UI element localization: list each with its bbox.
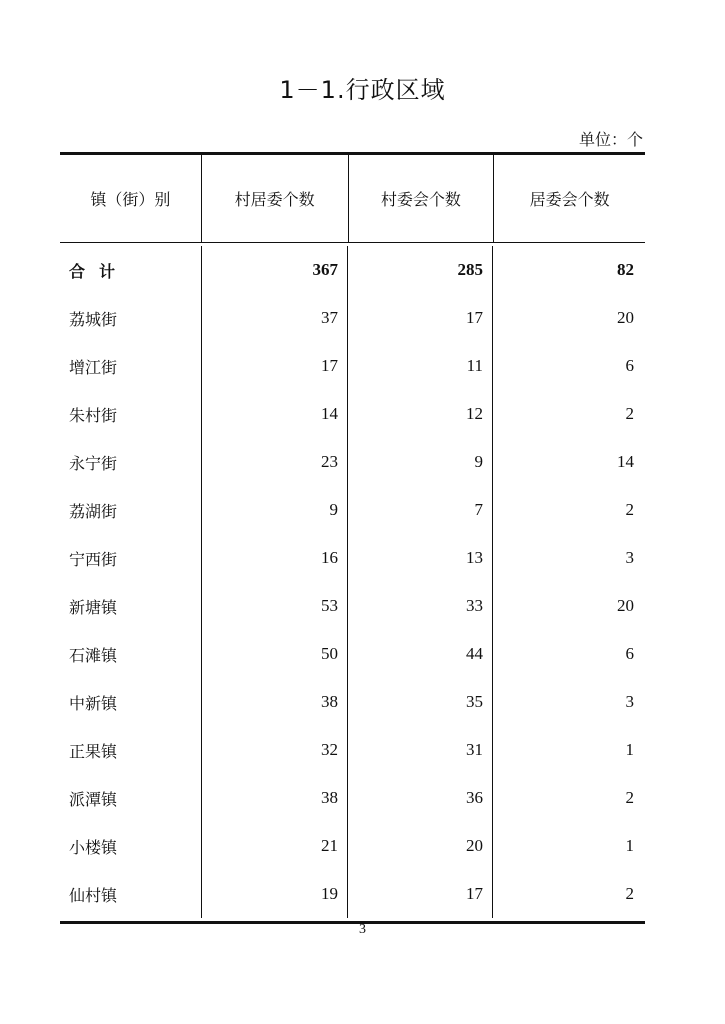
table-row-total <box>60 246 645 294</box>
row-resident-committees: 82 <box>492 246 643 294</box>
row-resident-committees: 6 <box>492 342 643 390</box>
table-row <box>60 582 645 630</box>
row-total-committees: 53 <box>201 582 347 630</box>
row-village-committees: 285 <box>347 246 492 294</box>
table-row <box>60 390 645 438</box>
row-village-committees: 31 <box>347 726 492 774</box>
row-total-committees: 17 <box>201 342 347 390</box>
table-row <box>60 438 645 486</box>
row-total-committees: 367 <box>201 246 347 294</box>
row-total-committees: 38 <box>201 678 347 726</box>
table-row <box>60 774 645 822</box>
row-village-committees: 9 <box>347 438 492 486</box>
page-title: 1－1.行政区域 <box>279 76 446 104</box>
row-resident-committees: 6 <box>492 630 643 678</box>
row-resident-committees: 2 <box>492 390 643 438</box>
table-header <box>60 155 645 243</box>
row-total-committees: 16 <box>201 534 347 582</box>
table-row <box>60 678 645 726</box>
row-name: 荔湖街 <box>69 501 118 521</box>
row-resident-committees: 2 <box>492 870 643 918</box>
row-resident-committees: 1 <box>492 822 643 870</box>
row-village-committees: 35 <box>347 678 492 726</box>
table-row <box>60 630 645 678</box>
row-name: 永宁街 <box>69 453 118 473</box>
row-name: 荔城街 <box>69 309 118 329</box>
table-row <box>60 534 645 582</box>
row-name: 石滩镇 <box>69 645 118 665</box>
row-village-committees: 13 <box>347 534 492 582</box>
row-total-committees: 9 <box>201 486 347 534</box>
row-resident-committees: 3 <box>492 678 643 726</box>
row-village-committees: 44 <box>347 630 492 678</box>
table-row <box>60 342 645 390</box>
header-village-committees: 村委会个数 <box>348 155 494 242</box>
page-number: 3 <box>359 922 366 937</box>
row-name: 小楼镇 <box>69 837 118 857</box>
row-total-committees: 50 <box>201 630 347 678</box>
row-name: 中新镇 <box>69 693 118 713</box>
row-total-committees: 32 <box>201 726 347 774</box>
row-village-committees: 11 <box>347 342 492 390</box>
row-total-committees: 21 <box>201 822 347 870</box>
unit-label: 单位：个 <box>578 130 643 149</box>
header-total-committees: 村居委个数 <box>201 155 348 242</box>
row-village-committees: 33 <box>347 582 492 630</box>
row-resident-committees: 20 <box>492 582 643 630</box>
data-table <box>60 152 645 924</box>
row-village-committees: 20 <box>347 822 492 870</box>
row-total-committees: 37 <box>201 294 347 342</box>
row-name: 宁西街 <box>69 549 118 569</box>
table-row <box>60 294 645 342</box>
header-resident-committees: 居委会个数 <box>493 155 645 242</box>
row-resident-committees: 3 <box>492 534 643 582</box>
row-village-committees: 12 <box>347 390 492 438</box>
row-total-committees: 38 <box>201 774 347 822</box>
row-name: 仙村镇 <box>69 885 118 905</box>
table-body <box>60 246 645 921</box>
row-total-committees: 23 <box>201 438 347 486</box>
row-total-committees: 14 <box>201 390 347 438</box>
row-name: 朱村街 <box>69 405 118 425</box>
row-resident-committees: 14 <box>492 438 643 486</box>
row-village-committees: 7 <box>347 486 492 534</box>
row-total-committees: 19 <box>201 870 347 918</box>
row-village-committees: 17 <box>347 870 492 918</box>
row-name: 新塘镇 <box>69 597 118 617</box>
row-resident-committees: 2 <box>492 486 643 534</box>
row-village-committees: 17 <box>347 294 492 342</box>
header-district: 镇（街）别 <box>90 190 171 209</box>
row-name: 增江街 <box>69 357 118 377</box>
row-name: 派潭镇 <box>69 789 118 809</box>
table-row <box>60 822 645 870</box>
row-resident-committees: 20 <box>492 294 643 342</box>
table-row <box>60 726 645 774</box>
row-name: 正果镇 <box>69 741 118 761</box>
table-row <box>60 486 645 534</box>
row-resident-committees: 2 <box>492 774 643 822</box>
row-village-committees: 36 <box>347 774 492 822</box>
row-name: 合计 <box>69 261 130 281</box>
table-row <box>60 870 645 918</box>
row-resident-committees: 1 <box>492 726 643 774</box>
